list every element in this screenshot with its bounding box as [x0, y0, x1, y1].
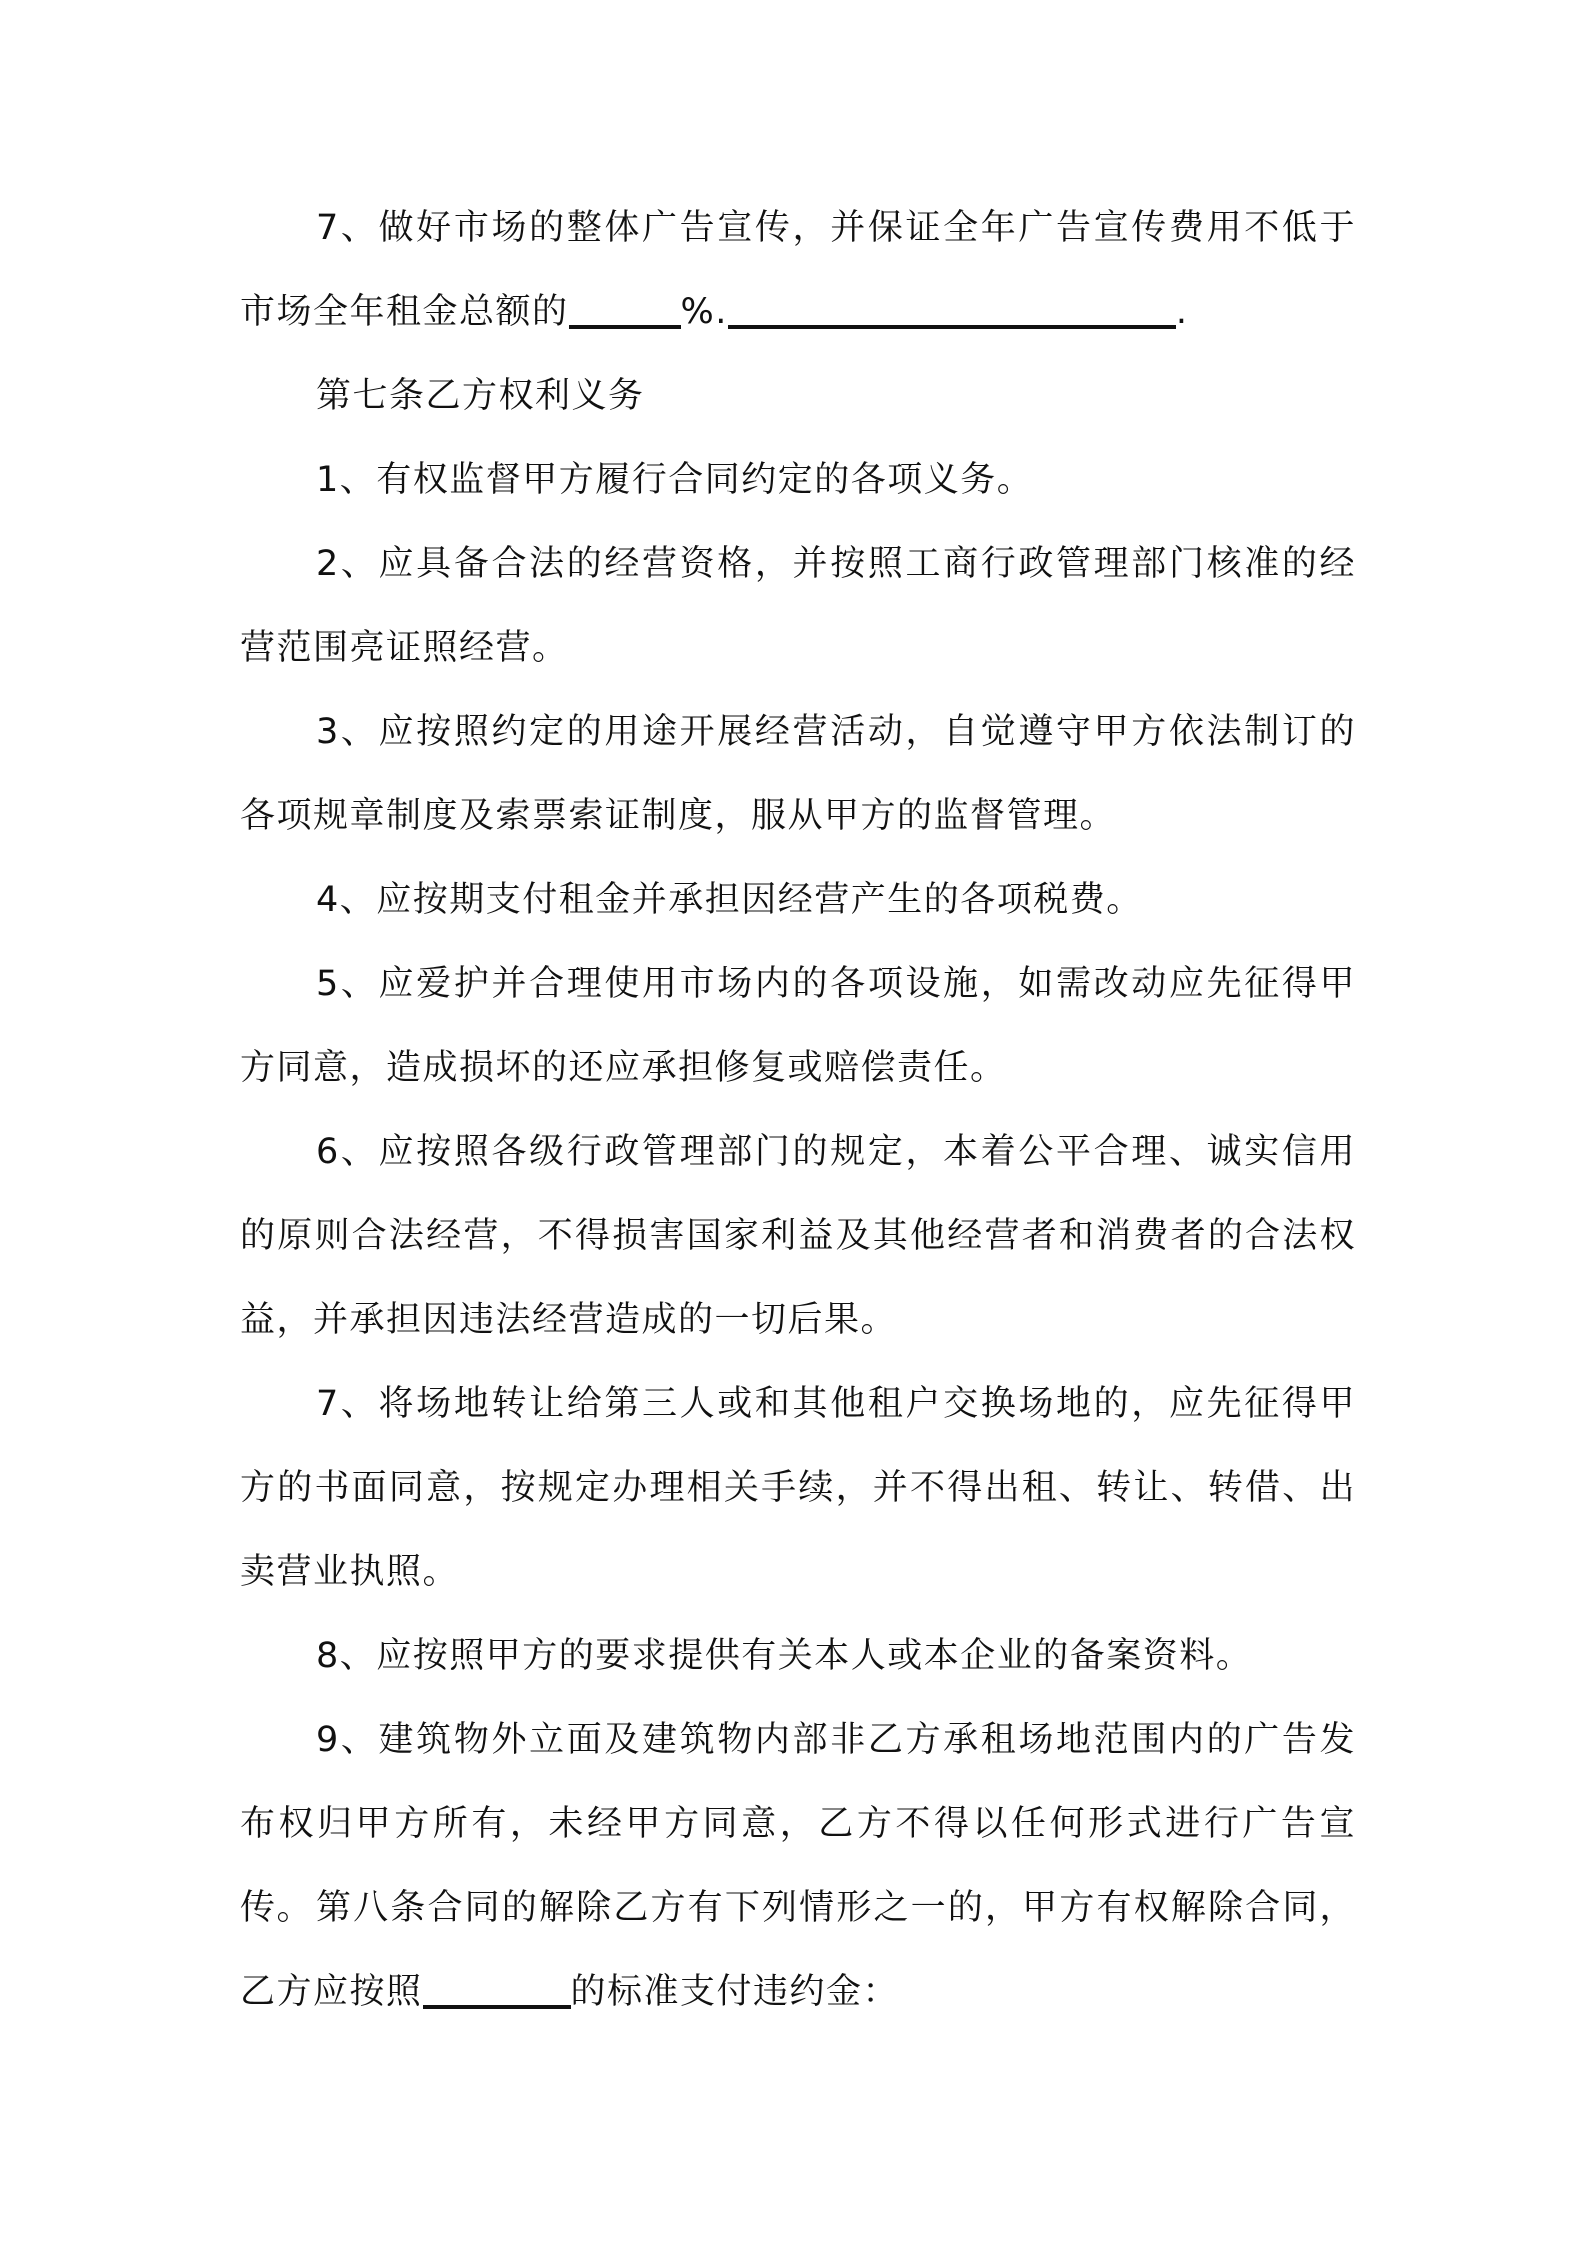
- article-7-item-2: 2、应具备合法的经营资格，并按照工商行政管理部门核准的经营范围亮证照经营。: [240, 544, 1356, 668]
- fill-in-blank: [569, 287, 681, 329]
- article-7-item-8: 8、应按照甲方的要求提供有关本人或本企业的备案资料。: [316, 1636, 1253, 1676]
- clause-text: %.: [680, 292, 728, 332]
- article-7-item-9: 9、建筑物外立面及建筑物内部非乙方承租场地范围内的广告发布权归甲方所有，未经甲方同意，乙方不得以任何形式进行广告宣传。: [240, 1720, 1356, 1928]
- fill-in-blank: [423, 1967, 571, 2009]
- article-7-heading: 第七条乙方权利义务: [316, 376, 645, 416]
- article-8-heading: [240, 1866, 1356, 2034]
- clause-text: 7、做好市场的整体广告宣传，并保证全年广告宣传费用不低于市场全年租金总额的: [240, 208, 1356, 332]
- article-7-item-6: 6、应按照各级行政管理部门的规定，本着公平合理、诚实信用的原则合法经营，不得损害国家利益及其他经营者和消费者的合法权益，并承担因违法经营造成的一切后果。: [240, 1132, 1356, 1340]
- clause-text: .: [1175, 292, 1189, 332]
- article-7-item-3: 3、应按照约定的用途开展经营活动，自觉遵守甲方依法制订的各项规章制度及索票索证制度，服从甲方的监督管理。: [240, 712, 1356, 836]
- clause-6-item-7: [240, 186, 1356, 354]
- article-7-item-4: 4、应按期支付租金并承担因经营产生的各项税费。: [316, 880, 1143, 920]
- fill-in-blank: [728, 287, 1176, 329]
- clause-text: 的标准支付违约金：: [570, 1972, 900, 2012]
- clause-text: 第八条合同的解除乙方有下列情形之一的，甲方有权解除合同，乙方应按照: [240, 1888, 1356, 2012]
- article-7-item-5: 5、应爱护并合理使用市场内的各项设施，如需改动应先征得甲方同意，造成损坏的还应承担修复或赔偿责任。: [240, 964, 1356, 1088]
- article-7-item-7: 7、将场地转让给第三人或和其他租户交换场地的，应先征得甲方的书面同意，按规定办理相关手续，并不得出租、转让、转借、出卖营业执照。: [240, 1384, 1356, 1592]
- article-7-item-1: 1、有权监督甲方履行合同约定的各项义务。: [316, 460, 1034, 500]
